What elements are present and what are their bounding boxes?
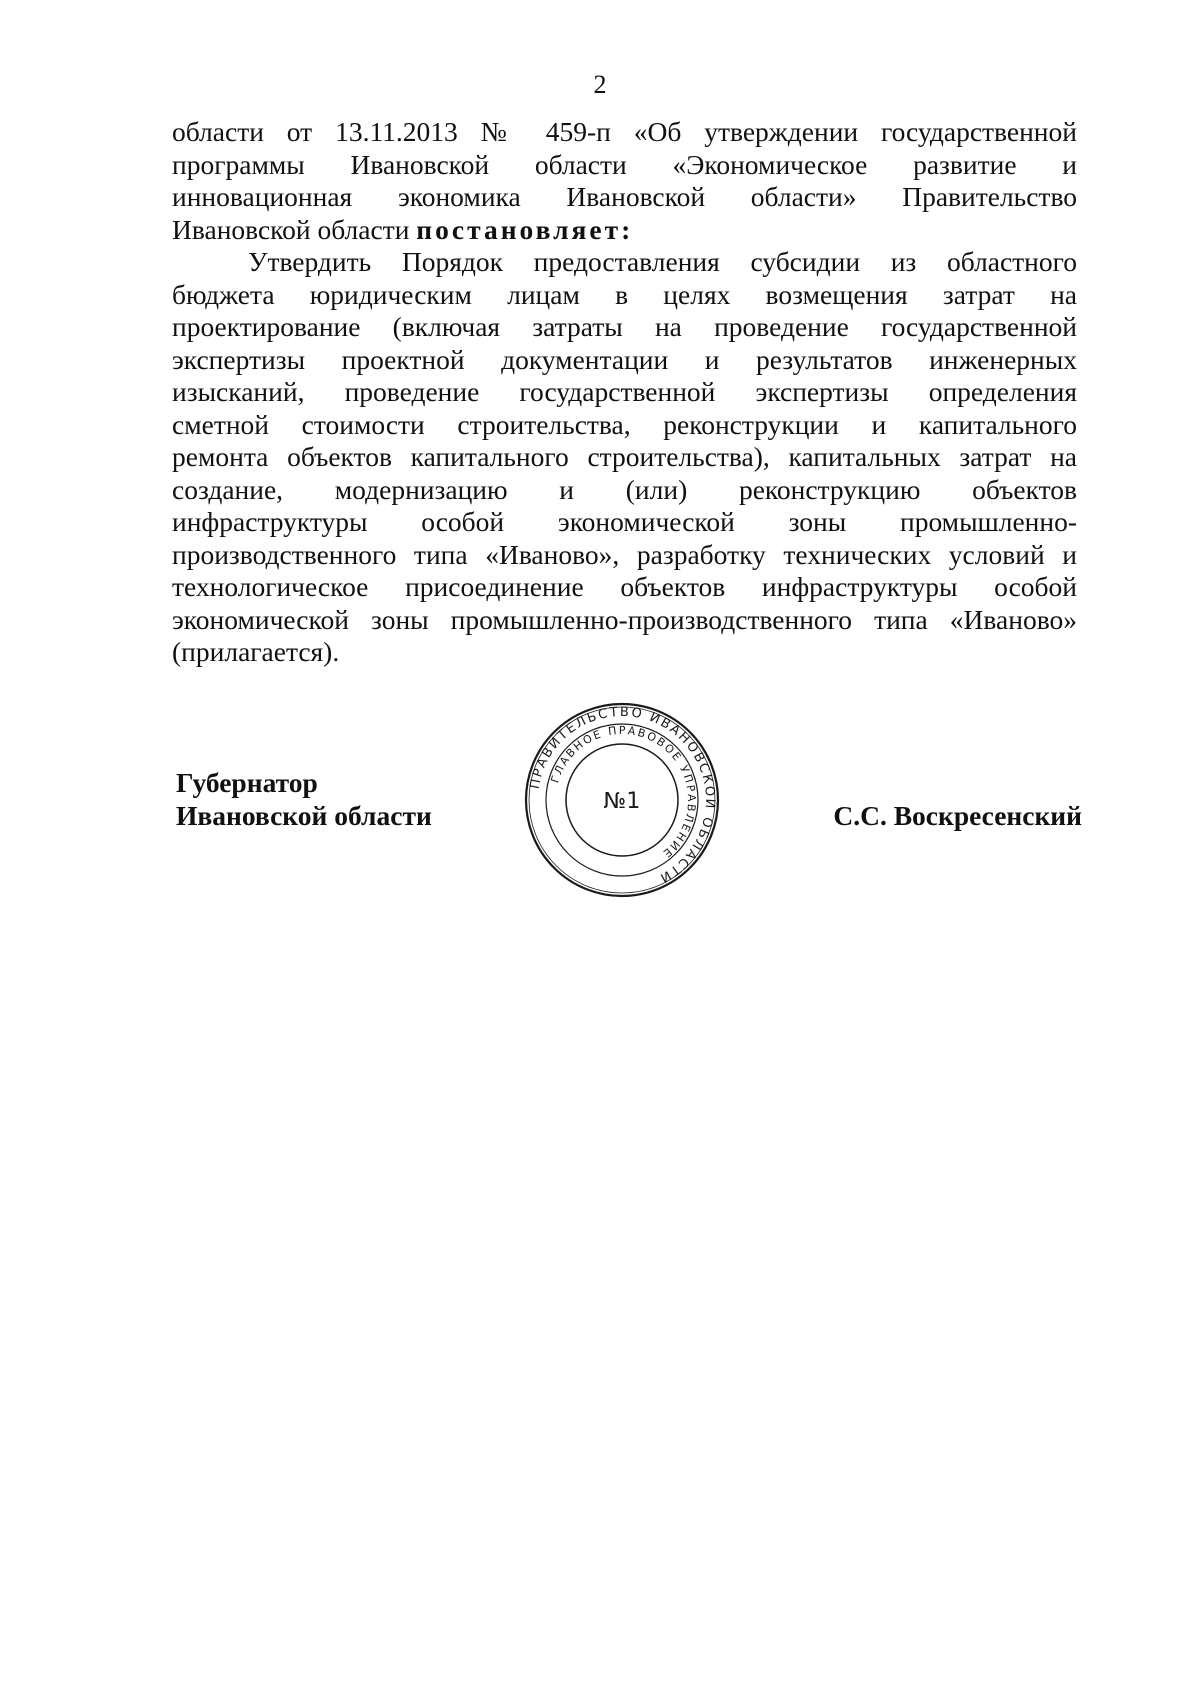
text-line: области от 13.11.2013 № 459-п «Об утверждении государственной (172, 116, 1077, 147)
text-line: экспертизы проектной документации и результатов инженерных (172, 343, 1077, 375)
text-line: ремонта объектов капитального строительства), капитальных затрат на (172, 441, 1077, 472)
signatory-title-line2: Ивановской области (176, 800, 432, 831)
text-line: (прилагается). (172, 636, 340, 667)
page-number: 2 (593, 70, 607, 99)
text-line: инфраструктуры особой экономической зоны промышленно- (172, 506, 1077, 537)
decree-word: постановляет: (416, 213, 634, 245)
text-line: проектирование (включая затраты на проведение государственной (172, 311, 1077, 342)
signatory-title-line1: Губернатор (176, 767, 318, 798)
seal-center-number: №1 (603, 789, 641, 814)
document-body (172, 116, 1077, 669)
text-line: программы Ивановской области «Экономическое развитие и (172, 148, 1077, 180)
text-line: бюджета юридическим лицам в целях возмещения затрат на (172, 278, 1077, 310)
text-line: изысканий, проведение государственной экспертизы определения (172, 376, 1077, 407)
text-line: экономической зоны промышленно-производственного типа «Иваново» (172, 603, 1077, 635)
text-line: создание, модернизацию и (или) реконструкцию объектов (172, 473, 1077, 505)
signatory-title (176, 766, 432, 832)
text-line-decree (172, 214, 1077, 247)
text-line-prefix: Ивановской области (172, 213, 417, 245)
seal-outer-text: ПРАВИТЕЛЬСТВО ИВАНОВСКОЙ ОБЛАСТИ (527, 704, 718, 886)
text-line: инновационная экономика Ивановской области» Правительство (172, 181, 1077, 212)
text-line: технологическое присоединение объектов инфраструктуры особой (172, 571, 1077, 602)
text-line: Утвердить Порядок предоставления субсидии из областного (248, 246, 1077, 277)
seal-inner-text: ГЛАВНОЕ ПРАВОВОЕ УПРАВЛЕНИЕ (548, 723, 699, 861)
official-seal (522, 700, 722, 900)
signatory-name: С.С. Воскресенский (833, 800, 1082, 831)
text-line: сметной стоимости строительства, реконструкции и капитального (172, 408, 1077, 440)
text-line: производственного типа «Иваново», разработку технических условий и (172, 538, 1077, 570)
